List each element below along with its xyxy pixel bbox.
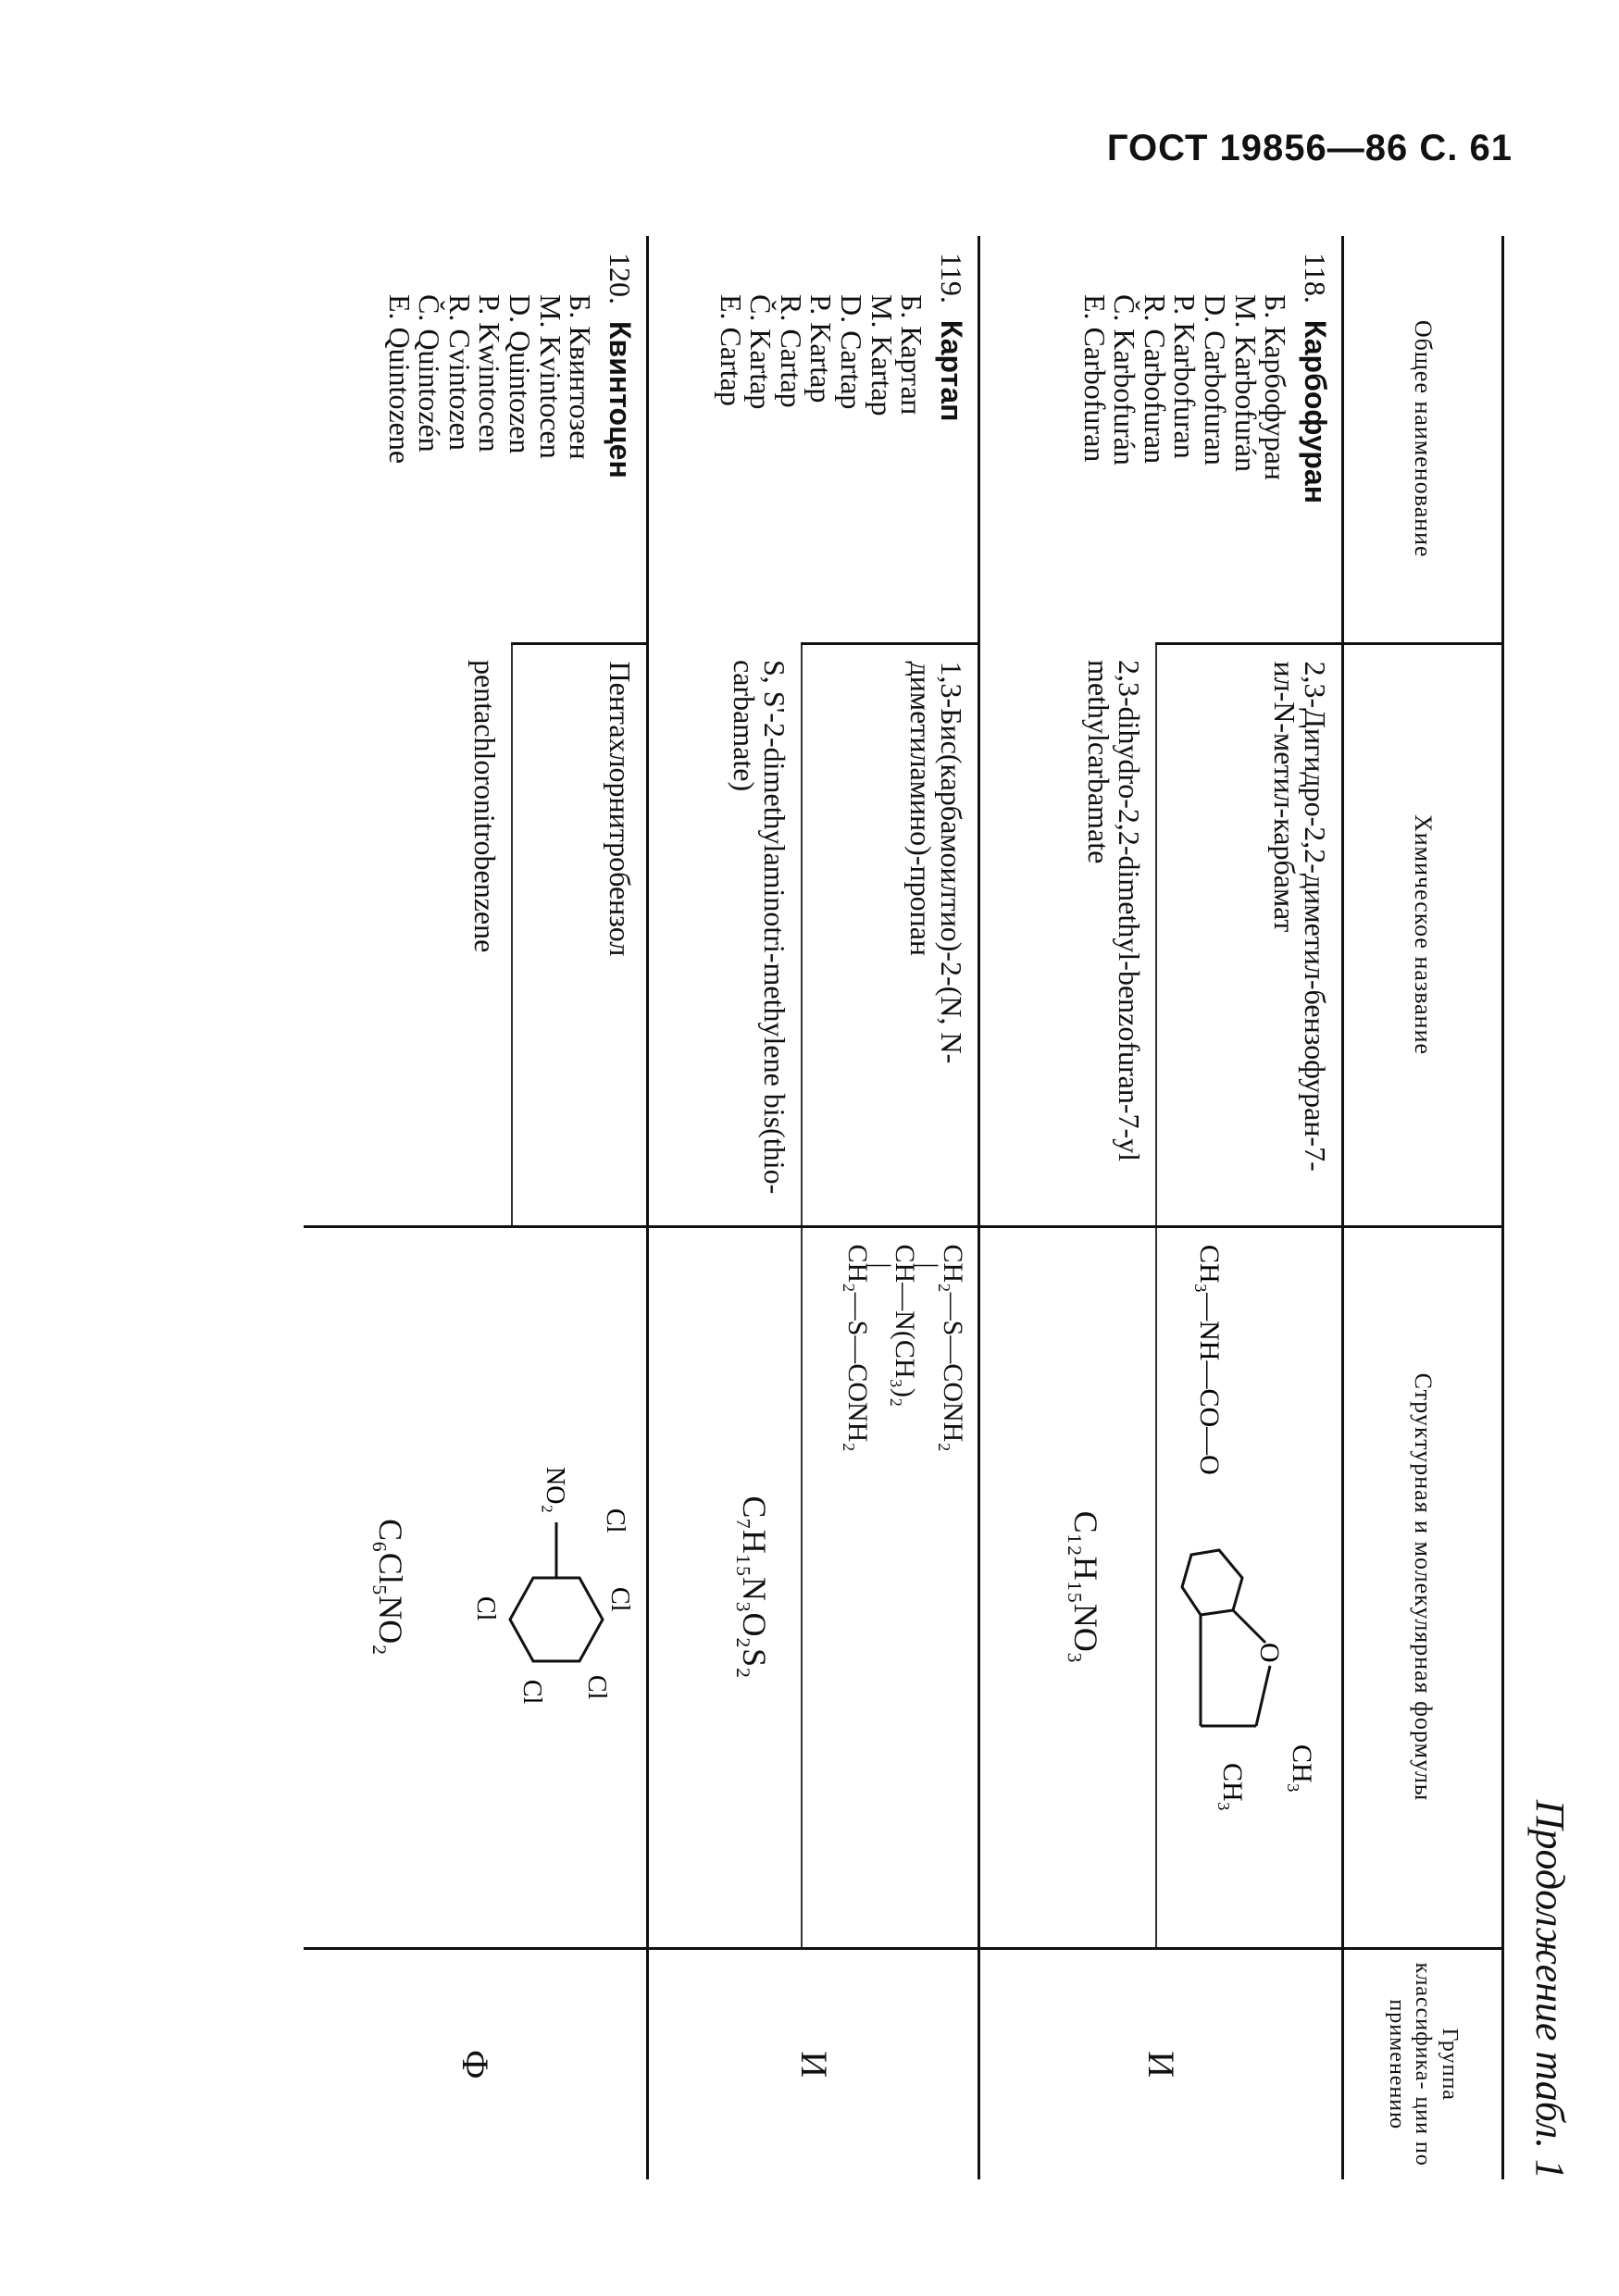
formula-fragment: Cl bbox=[582, 1674, 611, 1699]
chemical-name-ru: 1,3-Бис(карбамоилтио)-2-(N, N-диметиламино)-пропан bbox=[802, 643, 979, 1226]
bond-line bbox=[1233, 1610, 1265, 1643]
synonym: D. Cartap bbox=[835, 294, 869, 410]
chemical-name-en: pentachloronitrobenzene bbox=[304, 643, 512, 1226]
synonym: R. Carbofuran bbox=[1138, 294, 1172, 465]
common-name-cell bbox=[648, 236, 979, 643]
structural-formula-cell bbox=[802, 1226, 979, 1948]
chemical-name-ru: 2,3-Дигидро-2,2-диметил-бензофуран-7-ил-N-метил-карбамат bbox=[1156, 643, 1343, 1226]
synonym-list bbox=[716, 253, 927, 626]
benzene-ring bbox=[510, 1578, 603, 1661]
synonym: Č. Kartap bbox=[744, 294, 778, 410]
table-row bbox=[1156, 236, 1343, 2179]
synonym: D. Carbofuran bbox=[1199, 294, 1233, 465]
formula-fragment: O bbox=[1254, 1642, 1285, 1663]
col-header-formulas: Структурная и молекулярная формулы bbox=[1343, 1226, 1503, 1948]
col-header-chemical-name: Химическое название bbox=[1343, 643, 1503, 1226]
molecular-formula-cell bbox=[979, 1226, 1157, 1948]
synonym-list bbox=[382, 253, 598, 626]
col-header-group: Группа классифика- ции по применению bbox=[1343, 1948, 1503, 2179]
molecular-formula: C₇H₁₅N₃O₂S₂ bbox=[736, 1496, 773, 1679]
synonym: Б. Карбофуран bbox=[1259, 294, 1293, 481]
formula-fragment: NO₂ bbox=[541, 1466, 569, 1513]
molecular-formula-cell bbox=[648, 1226, 803, 1948]
formula-fragment: Cl bbox=[471, 1595, 500, 1620]
substances-table bbox=[304, 236, 1504, 2179]
formula-fragment: CH₃—NH—CO—O bbox=[1194, 1244, 1225, 1475]
synonym: P. Kwintocen bbox=[473, 294, 507, 453]
table-header-row bbox=[1343, 236, 1503, 2179]
formula-fragment: CH₃ bbox=[1287, 1744, 1317, 1793]
synonym-list bbox=[1077, 253, 1293, 626]
structural-formula bbox=[842, 1245, 966, 1930]
formula-line: CH₂—S—CONH₂ bbox=[938, 1244, 968, 1452]
formula-fragment: Cl bbox=[517, 1679, 546, 1704]
benzene-ring bbox=[1182, 1550, 1242, 1615]
molecular-formula: C₆Cl₅NO₂ bbox=[372, 1519, 410, 1656]
synonym: Č. Quintozén bbox=[413, 294, 447, 453]
group-cell: Ф bbox=[304, 1948, 648, 2179]
entry-name: Картап bbox=[935, 319, 968, 422]
synonym: M. Kvintocen bbox=[533, 294, 567, 459]
page-header: ГОСТ 19856—86 С. 61 bbox=[1106, 128, 1513, 168]
common-name-cell bbox=[304, 236, 648, 643]
common-name-cell bbox=[979, 236, 1343, 643]
table-row bbox=[802, 236, 979, 2179]
formula-line: | bbox=[865, 1262, 896, 1269]
synonym: D. Quintozen bbox=[504, 294, 538, 454]
synonym: Б. Картап bbox=[895, 294, 929, 416]
chemical-name-en: S, S'-2-dimethylaminotri-methylene bis(thio-carbamate) bbox=[648, 643, 803, 1226]
synonym: R. Cartap bbox=[774, 294, 808, 408]
molecular-formula: C₁₂H₁₅NO₃ bbox=[1067, 1510, 1104, 1664]
formula-line: | bbox=[913, 1262, 944, 1269]
table-caption: Продолжение табл. 1 bbox=[1527, 1799, 1573, 2179]
structural-formula-diagram bbox=[1177, 1245, 1330, 1930]
structural-formula-cell bbox=[304, 1226, 648, 1948]
synonym: E. Cartap bbox=[714, 294, 748, 406]
synonym: Č. Karbofurán bbox=[1108, 294, 1142, 465]
synonym: E. Carbofuran bbox=[1077, 294, 1112, 463]
synonym: E. Quintozene bbox=[382, 294, 417, 465]
structural-formula-diagram bbox=[441, 1245, 635, 1930]
formula-line: CH—N(CH₃)₂ bbox=[890, 1244, 921, 1408]
synonym: M. Karbofurán bbox=[1228, 294, 1263, 472]
synonym: P. Kartap bbox=[804, 294, 839, 403]
entry-name: Квинтоцен bbox=[604, 321, 637, 478]
synonym: P. Karbofuran bbox=[1168, 294, 1202, 459]
entry-number: 120. bbox=[604, 253, 637, 304]
entry-number: 118. bbox=[1299, 253, 1332, 304]
rotated-page-content bbox=[259, 236, 1574, 2179]
col-header-common-name: Общее наименование bbox=[1343, 236, 1503, 643]
formula-line: CH₂—S—CONH₂ bbox=[841, 1244, 873, 1452]
structural-formula-cell bbox=[1156, 1226, 1343, 1948]
synonym: M. Kartap bbox=[865, 294, 899, 416]
group-cell: И bbox=[648, 1948, 979, 2179]
synonym: Б. Квинтозен bbox=[564, 294, 598, 460]
synonym: R. Cvintozen bbox=[442, 294, 477, 451]
chemical-name-en: 2,3-dihydro-2,2-dimethyl-benzofuran-7-yl methylcarbamate bbox=[979, 643, 1157, 1226]
formula-fragment: Cl bbox=[605, 1586, 634, 1611]
bond-line bbox=[1256, 1666, 1270, 1726]
entry-number: 119. bbox=[935, 253, 968, 304]
group-cell: И bbox=[979, 1948, 1343, 2179]
formula-fragment: Cl bbox=[601, 1508, 629, 1533]
table-row bbox=[512, 236, 648, 2179]
formula-fragment: CH₃ bbox=[1217, 1762, 1248, 1811]
entry-name: Карбофуран bbox=[1299, 319, 1332, 504]
chemical-name-ru: Пентахлорнитробензол bbox=[512, 643, 648, 1226]
